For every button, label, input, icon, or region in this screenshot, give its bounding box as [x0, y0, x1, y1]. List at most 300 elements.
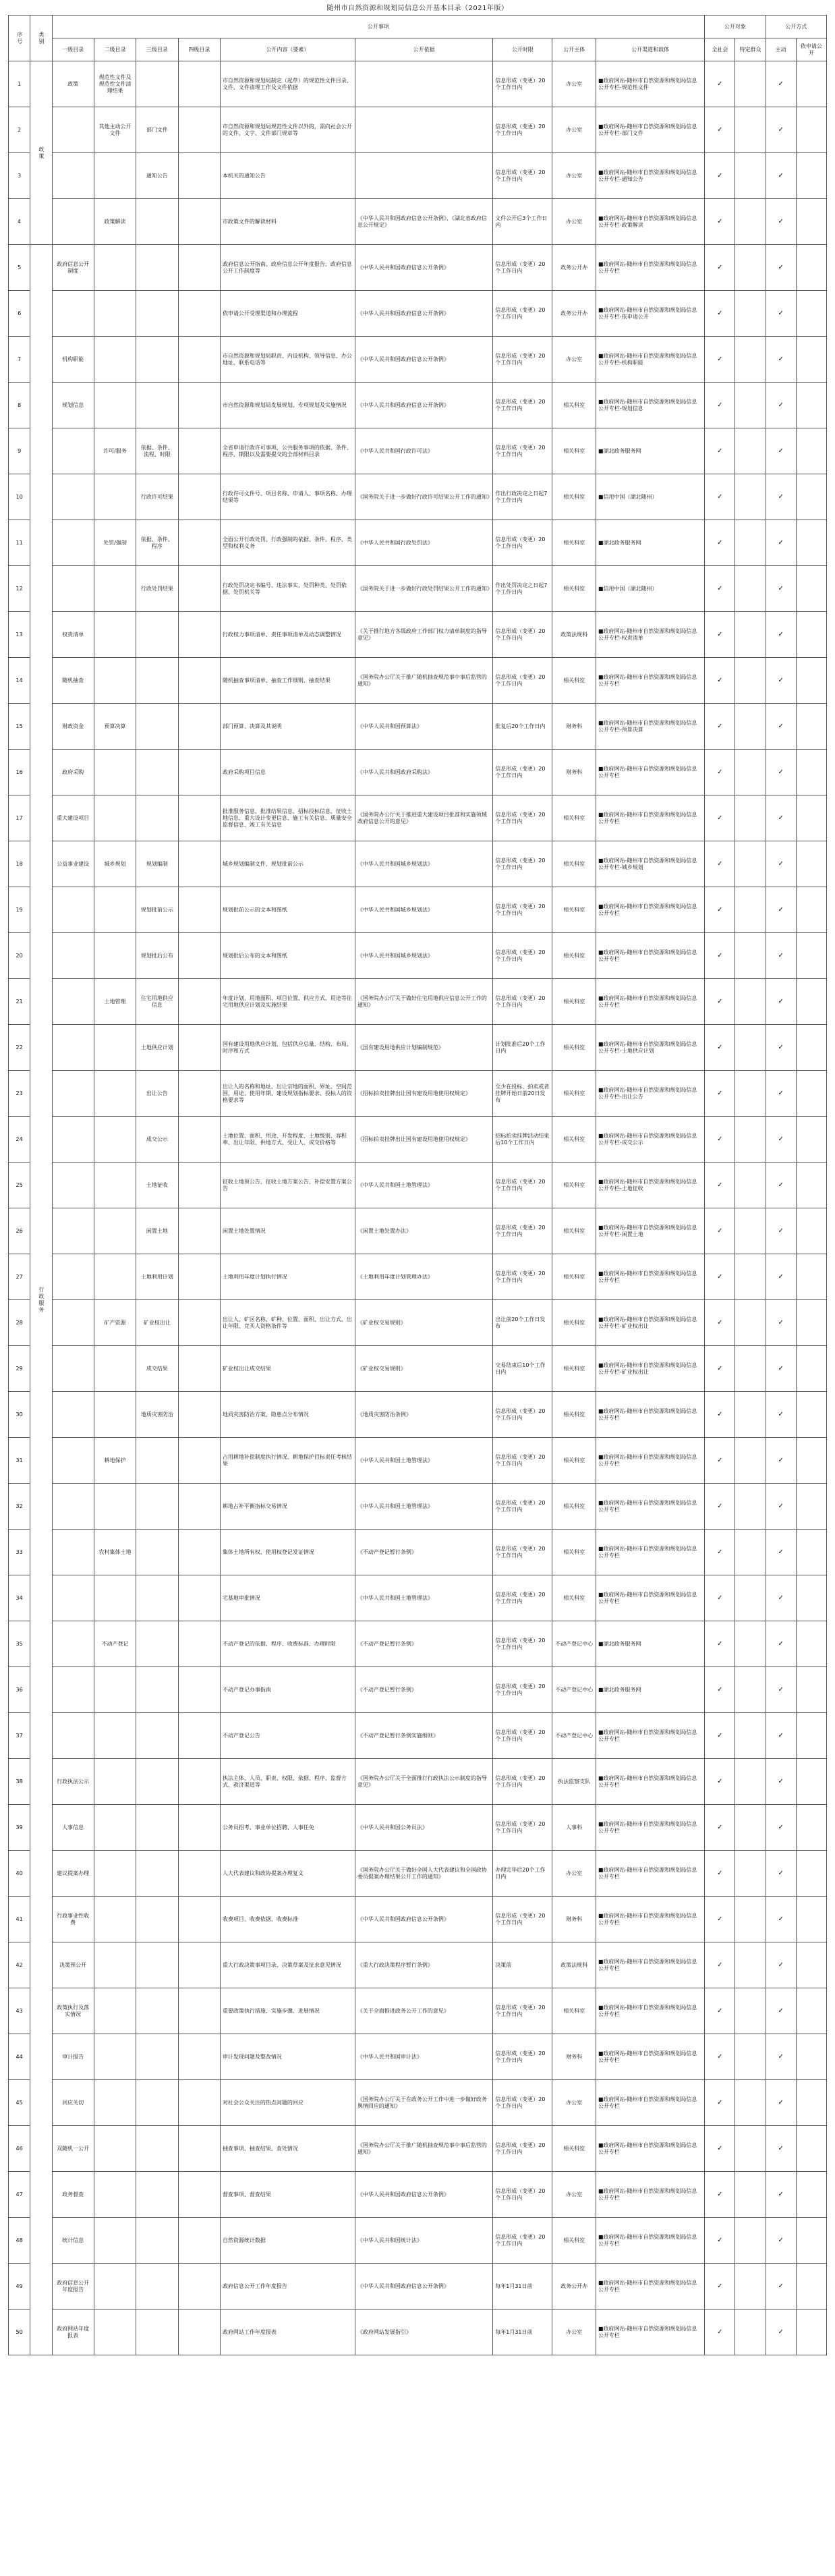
cell-basis: 《中华人民共和国统计法》 — [355, 2218, 492, 2264]
cell-l2 — [94, 1484, 136, 1530]
cell-time: 批复后20个工作日内 — [493, 704, 552, 750]
cell-time: 信息形成（变更）20个工作日内 — [493, 750, 552, 795]
cell-basis: 《国务院办公厅关于在政务公开工作中进一步做好政务舆情回应的通知》 — [355, 2080, 492, 2126]
cell-channel: ■政府网站-随州市自然资源和规划局信息公开专栏 — [596, 2172, 704, 2218]
cell-l4 — [178, 153, 220, 199]
cell-basis: 《关于推行地方各级政府工作部门权力清单制度的指导意见》 — [355, 612, 492, 658]
tick-mode-apply — [796, 1025, 826, 1071]
table-row — [9, 1942, 827, 1988]
cell-time: 信息形成（变更）20个工作日内 — [493, 1805, 552, 1851]
tick-mode-apply — [796, 1254, 826, 1300]
cell-l3 — [136, 750, 178, 795]
tick-mode-apply — [796, 933, 826, 979]
cell-l3 — [136, 1575, 178, 1621]
cell-content: 政府信息公开工作年度报告 — [220, 2264, 355, 2309]
cell-l2 — [94, 291, 136, 337]
cell-l1: 政策执行及落实情况 — [52, 1988, 94, 2034]
cell-l4 — [178, 1805, 220, 1851]
cell-channel: ■政府网站-随州市自然资源和规划局信息公开专栏-政策解读 — [596, 199, 704, 245]
tick-target-specific — [735, 1071, 766, 1117]
cell-l2 — [94, 1254, 136, 1300]
tick-target-public: ✓ — [705, 1988, 735, 2034]
tick-mode-active: ✓ — [766, 520, 796, 566]
cell-basis: 《中华人民共和国土地管理法》 — [355, 1438, 492, 1484]
cell-basis: 《政府网站发展指引》 — [355, 2309, 492, 2355]
tick-mode-active: ✓ — [766, 107, 796, 153]
row-seq: 19 — [9, 887, 30, 933]
tick-target-specific — [735, 1392, 766, 1438]
cell-l1: 重大建设项目 — [52, 795, 94, 841]
cell-l4 — [178, 704, 220, 750]
cell-l4 — [178, 1530, 220, 1575]
tick-mode-apply — [796, 245, 826, 291]
cell-l1: 统计信息 — [52, 2218, 94, 2264]
cell-content: 不动产登记办事指南 — [220, 1667, 355, 1713]
cell-subject: 相关科室 — [552, 566, 596, 612]
cell-l2 — [94, 153, 136, 199]
table-row — [9, 1851, 827, 1897]
cell-content: 规划批后公布的文本和图纸 — [220, 933, 355, 979]
cell-l4 — [178, 2034, 220, 2080]
cell-channel: ■政府网站-随州市自然资源和规划局信息公开专栏 — [596, 1759, 704, 1805]
cell-l3: 土地利用计划 — [136, 1254, 178, 1300]
cell-time: 信息形成（变更）20个工作日内 — [493, 1621, 552, 1667]
cell-channel: ■政府网站-随州市自然资源和规划局信息公开专栏-权责清单 — [596, 612, 704, 658]
table-row — [9, 1667, 827, 1713]
tick-target-specific — [735, 107, 766, 153]
tick-target-public: ✓ — [705, 1254, 735, 1300]
cell-content: 全省申请行政许可事项、公共服务事项的依据、条件、程序、期限以及需要提交的全部材料目录 — [220, 428, 355, 474]
cell-content: 矿业权出让成交结果 — [220, 1346, 355, 1392]
cell-subject: 相关科室 — [552, 520, 596, 566]
tick-mode-active: ✓ — [766, 1117, 796, 1163]
cell-subject: 相关科室 — [552, 795, 596, 841]
cell-basis: 《中华人民共和国城乡规划法》 — [355, 933, 492, 979]
cell-basis: 《中华人民共和国行政许可法》 — [355, 428, 492, 474]
cell-l1: 政务督查 — [52, 2172, 94, 2218]
cell-content: 行政权力事项清单、责任事项清单及动态调整情况 — [220, 612, 355, 658]
tick-mode-active: ✓ — [766, 199, 796, 245]
tick-mode-apply — [796, 704, 826, 750]
cell-content: 督查事项、督查结果 — [220, 2172, 355, 2218]
cell-subject: 相关科室 — [552, 428, 596, 474]
tick-target-specific — [735, 1713, 766, 1759]
table-row — [9, 1392, 827, 1438]
tick-mode-apply — [796, 1300, 826, 1346]
cell-l2 — [94, 2172, 136, 2218]
cell-l2 — [94, 933, 136, 979]
tick-target-specific — [735, 795, 766, 841]
tick-mode-apply — [796, 520, 826, 566]
header-mode-active: 主动 — [766, 38, 796, 61]
header-subject: 公开主体 — [552, 38, 596, 61]
tick-mode-apply — [796, 1208, 826, 1254]
cell-l4 — [178, 1117, 220, 1163]
tick-mode-apply — [796, 1805, 826, 1851]
cell-content: 人大代表建议和政协提案办理复文 — [220, 1851, 355, 1897]
cell-time: 信息形成（变更）20个工作日内 — [493, 383, 552, 428]
tick-target-specific — [735, 1300, 766, 1346]
tick-mode-active: ✓ — [766, 2126, 796, 2172]
cell-content: 土地位置、面积、用途、开发程度、土地级别、容积率、出让年限、供地方式、受让人、成交价格等 — [220, 1117, 355, 1163]
cell-l2 — [94, 1667, 136, 1713]
cell-subject: 办公室 — [552, 337, 596, 383]
cell-channel: ■政府网站-随州市自然资源和规划局信息公开专栏 — [596, 2126, 704, 2172]
cell-l1: 行政事业性收费 — [52, 1897, 94, 1942]
cell-basis: 《国务院办公厅关于推进重大建设项目批准和实施领域政府信息公开的意见》 — [355, 795, 492, 841]
cell-l1 — [52, 1117, 94, 1163]
cell-channel: ■政府网站-随州市自然资源和规划局信息公开专栏 — [596, 1851, 704, 1897]
cell-time: 信息形成（变更）20个工作日内 — [493, 1438, 552, 1484]
cell-l1: 政府网站年度报表 — [52, 2309, 94, 2355]
catalog-table — [8, 15, 827, 2355]
tick-mode-active: ✓ — [766, 1942, 796, 1988]
tick-target-public: ✓ — [705, 841, 735, 887]
tick-target-specific — [735, 199, 766, 245]
cell-basis: 《中华人民共和国政府信息公开条例》 — [355, 2264, 492, 2309]
cell-subject: 人事科 — [552, 1805, 596, 1851]
cell-l2: 农村集体土地 — [94, 1530, 136, 1575]
cell-content: 市自然资源和规划局职责、内设机构、领导信息、办公地址、联系电话等 — [220, 337, 355, 383]
cell-l3 — [136, 61, 178, 107]
tick-target-public: ✓ — [705, 1713, 735, 1759]
document-title: 随州市自然资源和规划局信息公开基本目录（2021年版） — [326, 5, 509, 12]
cell-time: 作出行政决定之日起7个工作日内 — [493, 474, 552, 520]
header-mode-group: 公开方式 — [766, 16, 826, 38]
cell-l2 — [94, 750, 136, 795]
cell-l1: 回应关切 — [52, 2080, 94, 2126]
tick-target-specific — [735, 612, 766, 658]
cell-l4 — [178, 1759, 220, 1805]
cell-l2 — [94, 1117, 136, 1163]
tick-mode-apply — [796, 2218, 826, 2264]
table-row — [9, 383, 827, 428]
cell-time: 作出处罚决定之日起7个工作日内 — [493, 566, 552, 612]
cell-l3: 出让公告 — [136, 1071, 178, 1117]
tick-mode-apply — [796, 291, 826, 337]
tick-target-public: ✓ — [705, 1346, 735, 1392]
cell-l1: 政策 — [52, 61, 94, 107]
cell-subject: 相关科室 — [552, 1300, 596, 1346]
tick-target-specific — [735, 887, 766, 933]
tick-mode-apply — [796, 1621, 826, 1667]
tick-target-public: ✓ — [705, 1621, 735, 1667]
cell-content: 宅基地审批情况 — [220, 1575, 355, 1621]
cell-l4 — [178, 612, 220, 658]
table-row — [9, 337, 827, 383]
cell-l4 — [178, 245, 220, 291]
cell-subject: 相关科室 — [552, 933, 596, 979]
cell-subject: 相关科室 — [552, 1530, 596, 1575]
header-level2: 二级目录 — [94, 38, 136, 61]
cell-l1: 财政资金 — [52, 704, 94, 750]
cell-channel: ■政府网站-随州市自然资源和规划局信息公开专栏-成交公示 — [596, 1117, 704, 1163]
table-row — [9, 1897, 827, 1942]
cell-basis: 《不动产登记暂行条例》 — [355, 1667, 492, 1713]
cell-l2 — [94, 1897, 136, 1942]
cell-l3 — [136, 1621, 178, 1667]
cell-l1 — [52, 1438, 94, 1484]
cell-basis: 《国务院办公厅关于推广随机抽查规范事中事后监管的通知》 — [355, 658, 492, 704]
table-row — [9, 1575, 827, 1621]
cell-subject: 财务科 — [552, 750, 596, 795]
tick-target-public: ✓ — [705, 1667, 735, 1713]
cell-basis: 《中华人民共和国政府信息公开条例》 — [355, 245, 492, 291]
cell-content: 市自然资源和规划局规范性文件以外的，需向社会公开的文件，文字、文件部门规章等 — [220, 107, 355, 153]
cell-channel: ■政府网站-随州市自然资源和规划局信息公开专栏-通知公告 — [596, 153, 704, 199]
cell-content: 依申请公开受理渠道和办理流程 — [220, 291, 355, 337]
cell-subject: 办公室 — [552, 107, 596, 153]
cell-channel: ■政府网站-随州市自然资源和规划局信息公开专栏 — [596, 1942, 704, 1988]
cell-l4 — [178, 383, 220, 428]
table-row — [9, 2172, 827, 2218]
cell-l2 — [94, 887, 136, 933]
tick-mode-active: ✓ — [766, 1208, 796, 1254]
cell-content: 对社会公众关注的热点问题的回应 — [220, 2080, 355, 2126]
cell-time: 信息形成（变更）20个工作日内 — [493, 520, 552, 566]
cell-l1 — [52, 107, 94, 153]
cell-l2 — [94, 1071, 136, 1117]
cell-l1: 双随机一公开 — [52, 2126, 94, 2172]
cell-l3 — [136, 383, 178, 428]
cell-content: 闲置土地处置情况 — [220, 1208, 355, 1254]
cell-time: 计划批准后20个工作日内 — [493, 1025, 552, 1071]
tick-mode-active: ✓ — [766, 2080, 796, 2126]
cell-subject: 相关科室 — [552, 1208, 596, 1254]
tick-mode-active: ✓ — [766, 245, 796, 291]
tick-target-public: ✓ — [705, 2172, 735, 2218]
cell-basis: 《中华人民共和国预算法》 — [355, 704, 492, 750]
row-seq: 2 — [9, 107, 30, 153]
cell-basis: 《中华人民共和国政府信息公开条例》 — [355, 2172, 492, 2218]
header-target-public: 全社会 — [705, 38, 735, 61]
tick-target-public: ✓ — [705, 107, 735, 153]
tick-target-public: ✓ — [705, 153, 735, 199]
tick-mode-active: ✓ — [766, 2309, 796, 2355]
cell-channel: ■政府网站-随州市自然资源和规划局信息公开专栏-依申请公开 — [596, 291, 704, 337]
cell-l3 — [136, 1438, 178, 1484]
cell-l4 — [178, 1942, 220, 1988]
tick-target-specific — [735, 1942, 766, 1988]
cell-subject: 相关科室 — [552, 1346, 596, 1392]
row-seq: 40 — [9, 1851, 30, 1897]
cell-time: 信息形成（变更）20个工作日内 — [493, 1988, 552, 2034]
cell-l2 — [94, 1208, 136, 1254]
tick-target-public: ✓ — [705, 2080, 735, 2126]
tick-mode-apply — [796, 337, 826, 383]
tick-target-public: ✓ — [705, 2034, 735, 2080]
tick-target-specific — [735, 61, 766, 107]
table-row — [9, 1025, 827, 1071]
tick-mode-apply — [796, 2309, 826, 2355]
cell-time: 信息形成（变更）20个工作日内 — [493, 2034, 552, 2080]
cell-l3 — [136, 2034, 178, 2080]
cell-channel: ■政府网站-随州市自然资源和规划局信息公开专栏-部门文件 — [596, 107, 704, 153]
tick-target-public: ✓ — [705, 795, 735, 841]
row-seq: 11 — [9, 520, 30, 566]
cell-content: 土地利用年度计划执行情况 — [220, 1254, 355, 1300]
cell-l3: 土地供应计划 — [136, 1025, 178, 1071]
tick-mode-active: ✓ — [766, 337, 796, 383]
header-level3: 三级目录 — [136, 38, 178, 61]
category-policy: 政策 — [30, 61, 52, 245]
tick-mode-active: ✓ — [766, 750, 796, 795]
cell-l4 — [178, 1254, 220, 1300]
cell-channel: ■政府网站-随州市自然资源和规划局信息公开专栏-城乡规划 — [596, 841, 704, 887]
cell-subject: 办公室 — [552, 199, 596, 245]
cell-time: 每年1月31日前 — [493, 2309, 552, 2355]
tick-mode-apply — [796, 2080, 826, 2126]
cell-channel: ■政府网站-随州市自然资源和规划局信息公开专栏 — [596, 245, 704, 291]
cell-content: 耕地占补平衡指标交易情况 — [220, 1484, 355, 1530]
cell-time: 办理完毕后20个工作日内 — [493, 1851, 552, 1897]
cell-channel: ■政府网站-随州市自然资源和规划局信息公开专栏 — [596, 1438, 704, 1484]
cell-time: 信息形成（变更）20个工作日内 — [493, 612, 552, 658]
cell-subject: 相关科室 — [552, 2218, 596, 2264]
tick-mode-active: ✓ — [766, 474, 796, 520]
cell-l1 — [52, 566, 94, 612]
row-seq: 15 — [9, 704, 30, 750]
cell-l4 — [178, 428, 220, 474]
tick-mode-apply — [796, 1988, 826, 2034]
cell-l3 — [136, 2172, 178, 2218]
cell-l4 — [178, 1300, 220, 1346]
tick-target-specific — [735, 1805, 766, 1851]
tick-target-public: ✓ — [705, 1071, 735, 1117]
cell-l4 — [178, 107, 220, 153]
tick-target-public: ✓ — [705, 1392, 735, 1438]
cell-content: 抽查事项、抽查结果、查处情况 — [220, 2126, 355, 2172]
tick-target-specific — [735, 1484, 766, 1530]
cell-l4 — [178, 1988, 220, 2034]
tick-target-specific — [735, 1575, 766, 1621]
tick-target-public: ✓ — [705, 1759, 735, 1805]
cell-subject: 财务科 — [552, 1897, 596, 1942]
row-seq: 13 — [9, 612, 30, 658]
cell-l1 — [52, 1071, 94, 1117]
tick-target-specific — [735, 428, 766, 474]
tick-target-public: ✓ — [705, 199, 735, 245]
cell-l2: 矿产资源 — [94, 1300, 136, 1346]
cell-subject: 相关科室 — [552, 1163, 596, 1208]
cell-l2 — [94, 1346, 136, 1392]
tick-target-public: ✓ — [705, 1851, 735, 1897]
tick-target-public: ✓ — [705, 2126, 735, 2172]
cell-content: 政府采购项目信息 — [220, 750, 355, 795]
cell-channel: ■政府网站-随州市自然资源和规划局信息公开专栏 — [596, 1805, 704, 1851]
cell-l3: 行政许可结果 — [136, 474, 178, 520]
cell-channel: ■政府网站-随州市自然资源和规划局信息公开专栏 — [596, 1713, 704, 1759]
tick-mode-apply — [796, 1942, 826, 1988]
cell-content: 重要政策执行措施、实施步骤、进展情况 — [220, 1988, 355, 2034]
row-seq: 1 — [9, 61, 30, 107]
tick-mode-active: ✓ — [766, 1988, 796, 2034]
cell-subject: 相关科室 — [552, 383, 596, 428]
cell-content: 本机关的通知公告 — [220, 153, 355, 199]
tick-target-specific — [735, 658, 766, 704]
cell-channel: ■政府网站-随州市自然资源和规划局信息公开专栏-土地征收 — [596, 1163, 704, 1208]
tick-mode-apply — [796, 428, 826, 474]
tick-target-public: ✓ — [705, 933, 735, 979]
cell-l2 — [94, 2218, 136, 2264]
table-row — [9, 2080, 827, 2126]
cell-l1: 人事信息 — [52, 1805, 94, 1851]
row-seq: 36 — [9, 1667, 30, 1713]
cell-content: 不动产登记的依据、程序、收费标准、办理时限 — [220, 1621, 355, 1667]
cell-content: 占用耕地补偿制度执行情况、耕地保护目标责任考核结果 — [220, 1438, 355, 1484]
cell-l4 — [178, 520, 220, 566]
cell-l3 — [136, 2264, 178, 2309]
cell-l4 — [178, 1071, 220, 1117]
row-seq: 37 — [9, 1713, 30, 1759]
cell-basis: 《中华人民共和国公务员法》 — [355, 1805, 492, 1851]
cell-l4 — [178, 2218, 220, 2264]
cell-time: 至少在投标、拍卖或者挂牌开始日前20日发布 — [493, 1071, 552, 1117]
tick-mode-active: ✓ — [766, 428, 796, 474]
cell-subject: 相关科室 — [552, 1392, 596, 1438]
tick-mode-active: ✓ — [766, 1025, 796, 1071]
header-time: 公开时限 — [493, 38, 552, 61]
row-seq: 45 — [9, 2080, 30, 2126]
cell-basis: 《国务院关于进一步做好行政许可结果公开工作的通知》 — [355, 474, 492, 520]
tick-mode-apply — [796, 1346, 826, 1392]
cell-time: 信息形成（变更）20个工作日内 — [493, 245, 552, 291]
tick-mode-apply — [796, 1071, 826, 1117]
cell-content: 政府网站工作年度报表 — [220, 2309, 355, 2355]
cell-subject: 政策法规科 — [552, 612, 596, 658]
cell-l1 — [52, 1254, 94, 1300]
row-seq: 17 — [9, 795, 30, 841]
cell-basis: 《中华人民共和国政府信息公开条例》 — [355, 383, 492, 428]
table-row — [9, 1484, 827, 1530]
cell-channel: ■政府网站-随州市自然资源和规划局信息公开专栏-矿业权出让 — [596, 1300, 704, 1346]
cell-subject: 办公室 — [552, 61, 596, 107]
tick-target-public: ✓ — [705, 750, 735, 795]
cell-time: 信息形成（变更）20个工作日内 — [493, 1254, 552, 1300]
row-seq: 29 — [9, 1346, 30, 1392]
tick-target-specific — [735, 1897, 766, 1942]
cell-l3: 土地征收 — [136, 1163, 178, 1208]
cell-l3: 住宅用地供应信息 — [136, 979, 178, 1025]
tick-mode-apply — [796, 1392, 826, 1438]
cell-basis: 《重大行政决策程序暂行条例》 — [355, 1942, 492, 1988]
row-seq: 26 — [9, 1208, 30, 1254]
cell-l3 — [136, 1805, 178, 1851]
cell-time: 信息形成（变更）20个工作日内 — [493, 1575, 552, 1621]
tick-mode-active: ✓ — [766, 2172, 796, 2218]
cell-channel: ■政府网站-随州市自然资源和规划局信息公开专栏-机构职能 — [596, 337, 704, 383]
tick-target-specific — [735, 1621, 766, 1667]
tick-mode-active: ✓ — [766, 1254, 796, 1300]
cell-l3: 成交结果 — [136, 1346, 178, 1392]
cell-basis: 《中华人民共和国城乡规划法》 — [355, 887, 492, 933]
cell-subject: 相关科室 — [552, 1438, 596, 1484]
cell-l2 — [94, 1713, 136, 1759]
cell-l4 — [178, 199, 220, 245]
tick-mode-active: ✓ — [766, 1484, 796, 1530]
cell-l1: 规划信息 — [52, 383, 94, 428]
cell-l4 — [178, 1713, 220, 1759]
tick-mode-active: ✓ — [766, 1392, 796, 1438]
cell-channel: ■政府网站-随州市自然资源和规划局信息公开专栏-土地供应计划 — [596, 1025, 704, 1071]
header-level4: 四级目录 — [178, 38, 220, 61]
tick-target-specific — [735, 1163, 766, 1208]
row-seq: 48 — [9, 2218, 30, 2264]
tick-mode-active: ✓ — [766, 566, 796, 612]
row-seq: 22 — [9, 1025, 30, 1071]
cell-content: 国有建设用地供应计划，包括供应总量、结构、布局、时序和方式 — [220, 1025, 355, 1071]
tick-mode-apply — [796, 153, 826, 199]
